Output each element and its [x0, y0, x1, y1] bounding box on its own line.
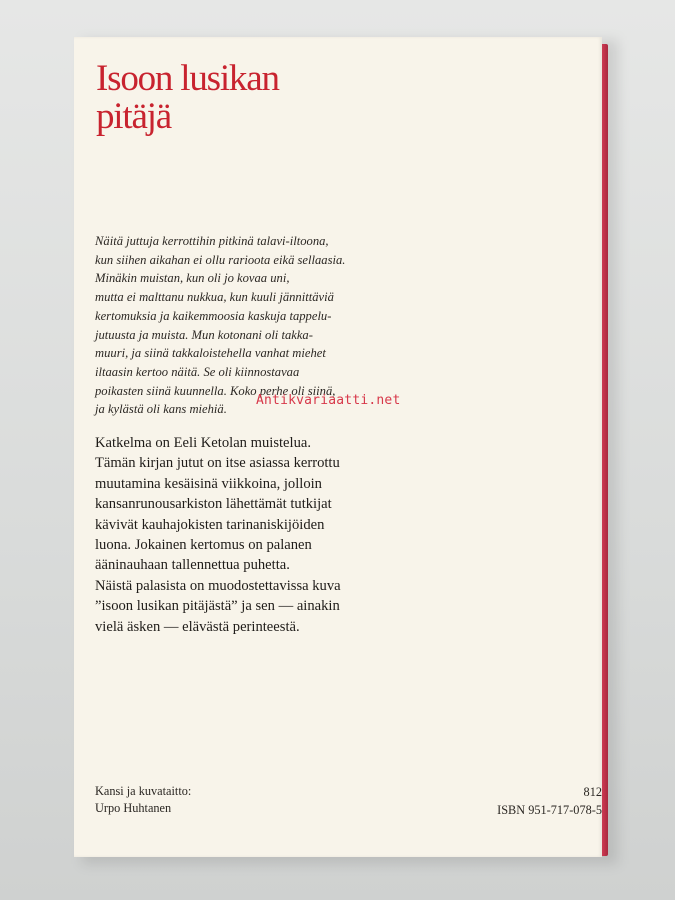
quote-line: Minäkin muistan, kun oli jo kovaa uni,	[95, 271, 290, 286]
description-line: vielä äsken — elävästä perinteestä.	[95, 618, 300, 635]
description-line: muutamina kesäisinä viikkoina, jolloin	[95, 475, 322, 492]
quote-line: iltaasin kertoo näitä. Se oli kiinnostavaa	[95, 364, 300, 379]
quote-line: kertomuksia ja kaikemmoosia kaskuja tappelu-	[95, 308, 332, 323]
quote-line: kun siihen aikahan ei ollu rarioota eikä sellaasia.	[95, 252, 346, 267]
quote-line: mutta ei malttanu nukkua, kun kuuli jännittäviä	[95, 290, 334, 305]
description-line: ”isoon lusikan pitäjästä” ja sen — ainakin	[95, 598, 340, 615]
isbn-block	[402, 783, 602, 819]
quote-line: ja kylästä oli kans miehiä.	[95, 402, 227, 417]
description-line: Näistä palasista on muodostettavissa kuva	[95, 577, 341, 594]
description-line: Katkelma on Eeli Ketolan muistelua.	[95, 435, 312, 451]
watermark-text: Antikvariaatti.net	[256, 393, 401, 408]
quote-line: Näitä juttuja kerrottihin pitkinä talavi-iltoona,	[95, 234, 329, 248]
title-line-2: pitäjä	[96, 96, 171, 137]
credits-line: Urpo Huhtanen	[95, 801, 172, 815]
description-line: ääninauhaan tallennettua puhetta.	[95, 557, 290, 574]
cover-credits	[95, 783, 191, 817]
title-line-1: Isoon lusikan	[96, 58, 279, 99]
quote-excerpt	[95, 232, 425, 419]
quote-line: jutuusta ja muista. Mun kotonani oli takka-	[95, 327, 313, 342]
book-title	[96, 60, 279, 136]
description-line: Tämän kirjan jutut on itse asiassa kerrottu	[95, 455, 340, 472]
book-description	[95, 433, 425, 637]
quote-line: muuri, ja siinä takkaloistehella vanhat miehet	[95, 346, 326, 361]
quote-line: poikasten siinä kuunnella. Koko perhe oli siinä,	[95, 383, 336, 398]
description-line: kävivät kauhajokisten tarinaniskijöiden	[95, 516, 325, 533]
credits-line: Kansi ja kuvataitto:	[95, 784, 192, 798]
isbn-number: ISBN 951-717-078-5	[497, 803, 602, 817]
description-line: luona. Jokainen kertomus on palanen	[95, 537, 312, 554]
catalog-number: 812	[583, 785, 602, 799]
description-line: kansanrunousarkiston lähettämät tutkijat	[95, 496, 332, 513]
